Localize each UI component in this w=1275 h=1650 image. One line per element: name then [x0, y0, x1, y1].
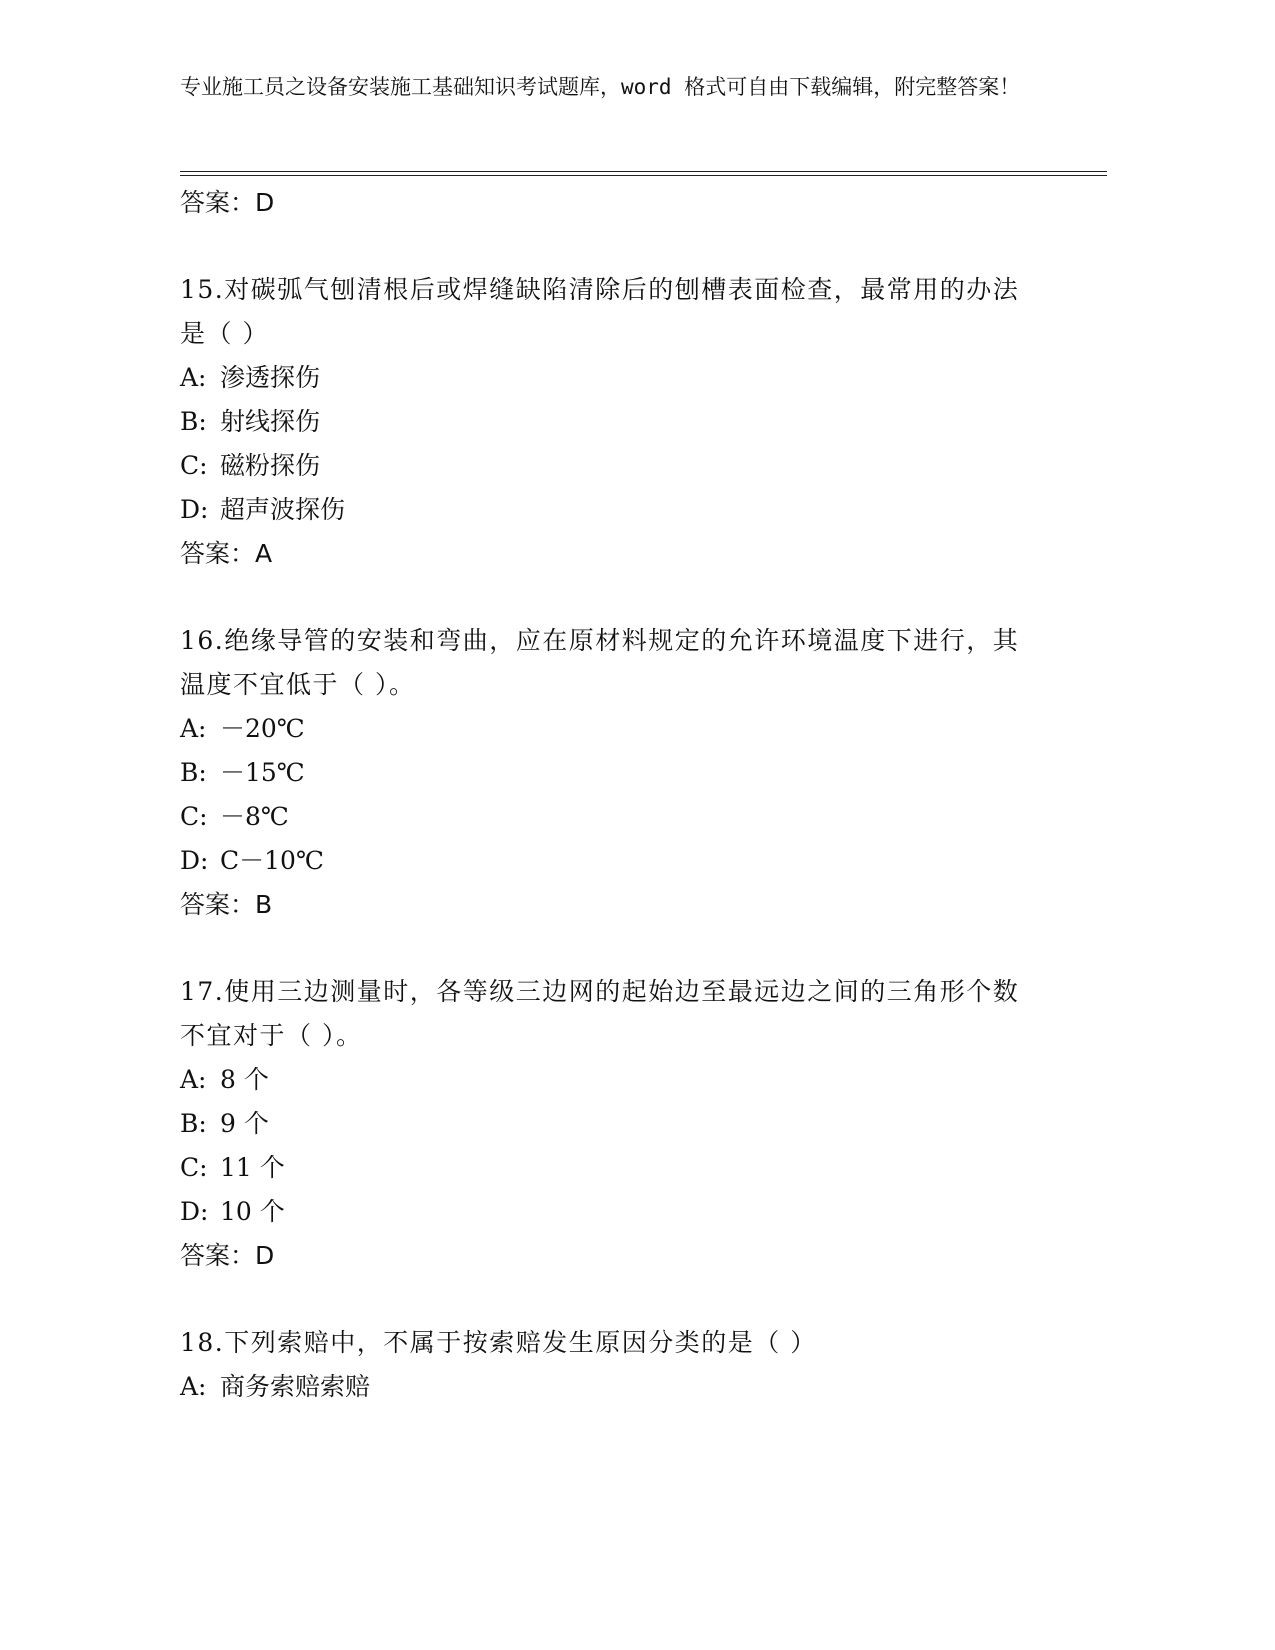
option-text: 射线探伤: [220, 407, 321, 436]
header-rule: [180, 171, 1107, 172]
question-item: [180, 268, 1080, 576]
answer-line: [180, 883, 1080, 927]
option-text: 磁粉探伤: [220, 451, 321, 480]
option-a: [180, 707, 1080, 751]
option-text: 10 个: [220, 1197, 285, 1226]
option-text: 渗透探伤: [220, 363, 321, 392]
question-item: [180, 1321, 1080, 1409]
question-item: [180, 619, 1080, 927]
option-text: 11 个: [220, 1153, 285, 1182]
answer-line: [180, 532, 1080, 576]
option-d: [180, 839, 1080, 883]
answer-value: B: [255, 890, 273, 919]
option-c: [180, 795, 1080, 839]
answer-line: [180, 1234, 1080, 1278]
option-text: －8℃: [220, 802, 289, 831]
answer-label: 答案：: [180, 1241, 256, 1270]
option-text: 商务索赔索赔: [220, 1372, 371, 1401]
option-b: [180, 751, 1080, 795]
question-stem: 18.下列索赔中，不属于按索赔发生原因分类的是（ ）: [180, 1328, 817, 1357]
option-label: C:: [180, 802, 208, 831]
option-text: 9 个: [220, 1109, 269, 1138]
option-text: －20℃: [220, 714, 305, 743]
option-b: [180, 1102, 1080, 1146]
option-label: A:: [180, 1372, 207, 1401]
option-label: D:: [180, 1197, 209, 1226]
header-rule-second: [180, 175, 1107, 176]
question-list: [180, 181, 1080, 1409]
option-text: 8 个: [220, 1065, 269, 1094]
question-item: [180, 970, 1080, 1278]
question-stem: 15.对碳弧气刨清根后或焊缝缺陷清除后的刨槽表面检查，最常用的办法是（ ）: [180, 275, 1020, 348]
option-text: C－10℃: [220, 846, 324, 875]
answer-value: A: [255, 539, 273, 568]
option-a: [180, 356, 1080, 400]
option-label: B:: [180, 407, 207, 436]
option-b: [180, 400, 1080, 444]
option-label: C:: [180, 1153, 208, 1182]
answer-label: 答案：: [180, 188, 256, 217]
option-d: [180, 488, 1080, 532]
option-c: [180, 1146, 1080, 1190]
answer-label: 答案：: [180, 539, 256, 568]
option-text: 超声波探伤: [220, 495, 346, 524]
answer-line: [180, 181, 1080, 225]
document-header: 专业施工员之设备安装施工基础知识考试题库，word 格式可自由下载编辑，附完整答案！: [180, 75, 1021, 99]
option-a: [180, 1058, 1080, 1102]
option-d: [180, 1190, 1080, 1234]
option-c: [180, 444, 1080, 488]
option-label: C:: [180, 451, 208, 480]
option-label: B:: [180, 1109, 207, 1138]
option-label: B:: [180, 758, 207, 787]
option-label: A:: [180, 363, 207, 392]
option-label: A:: [180, 1065, 207, 1094]
option-label: D:: [180, 846, 209, 875]
option-label: A:: [180, 714, 207, 743]
option-label: D:: [180, 495, 209, 524]
answer-value: D: [255, 188, 275, 217]
question-stem: 16.绝缘导管的安装和弯曲，应在原材料规定的允许环境温度下进行，其温度不宜低于（ ）。: [180, 626, 1020, 699]
option-text: －15℃: [220, 758, 305, 787]
answer-label: 答案：: [180, 890, 256, 919]
question-stem: 17.使用三边测量时，各等级三边网的起始边至最远边之间的三角形个数不宜对于（ ）。: [180, 977, 1020, 1050]
answer-value: D: [255, 1241, 275, 1270]
option-a: [180, 1365, 1080, 1409]
